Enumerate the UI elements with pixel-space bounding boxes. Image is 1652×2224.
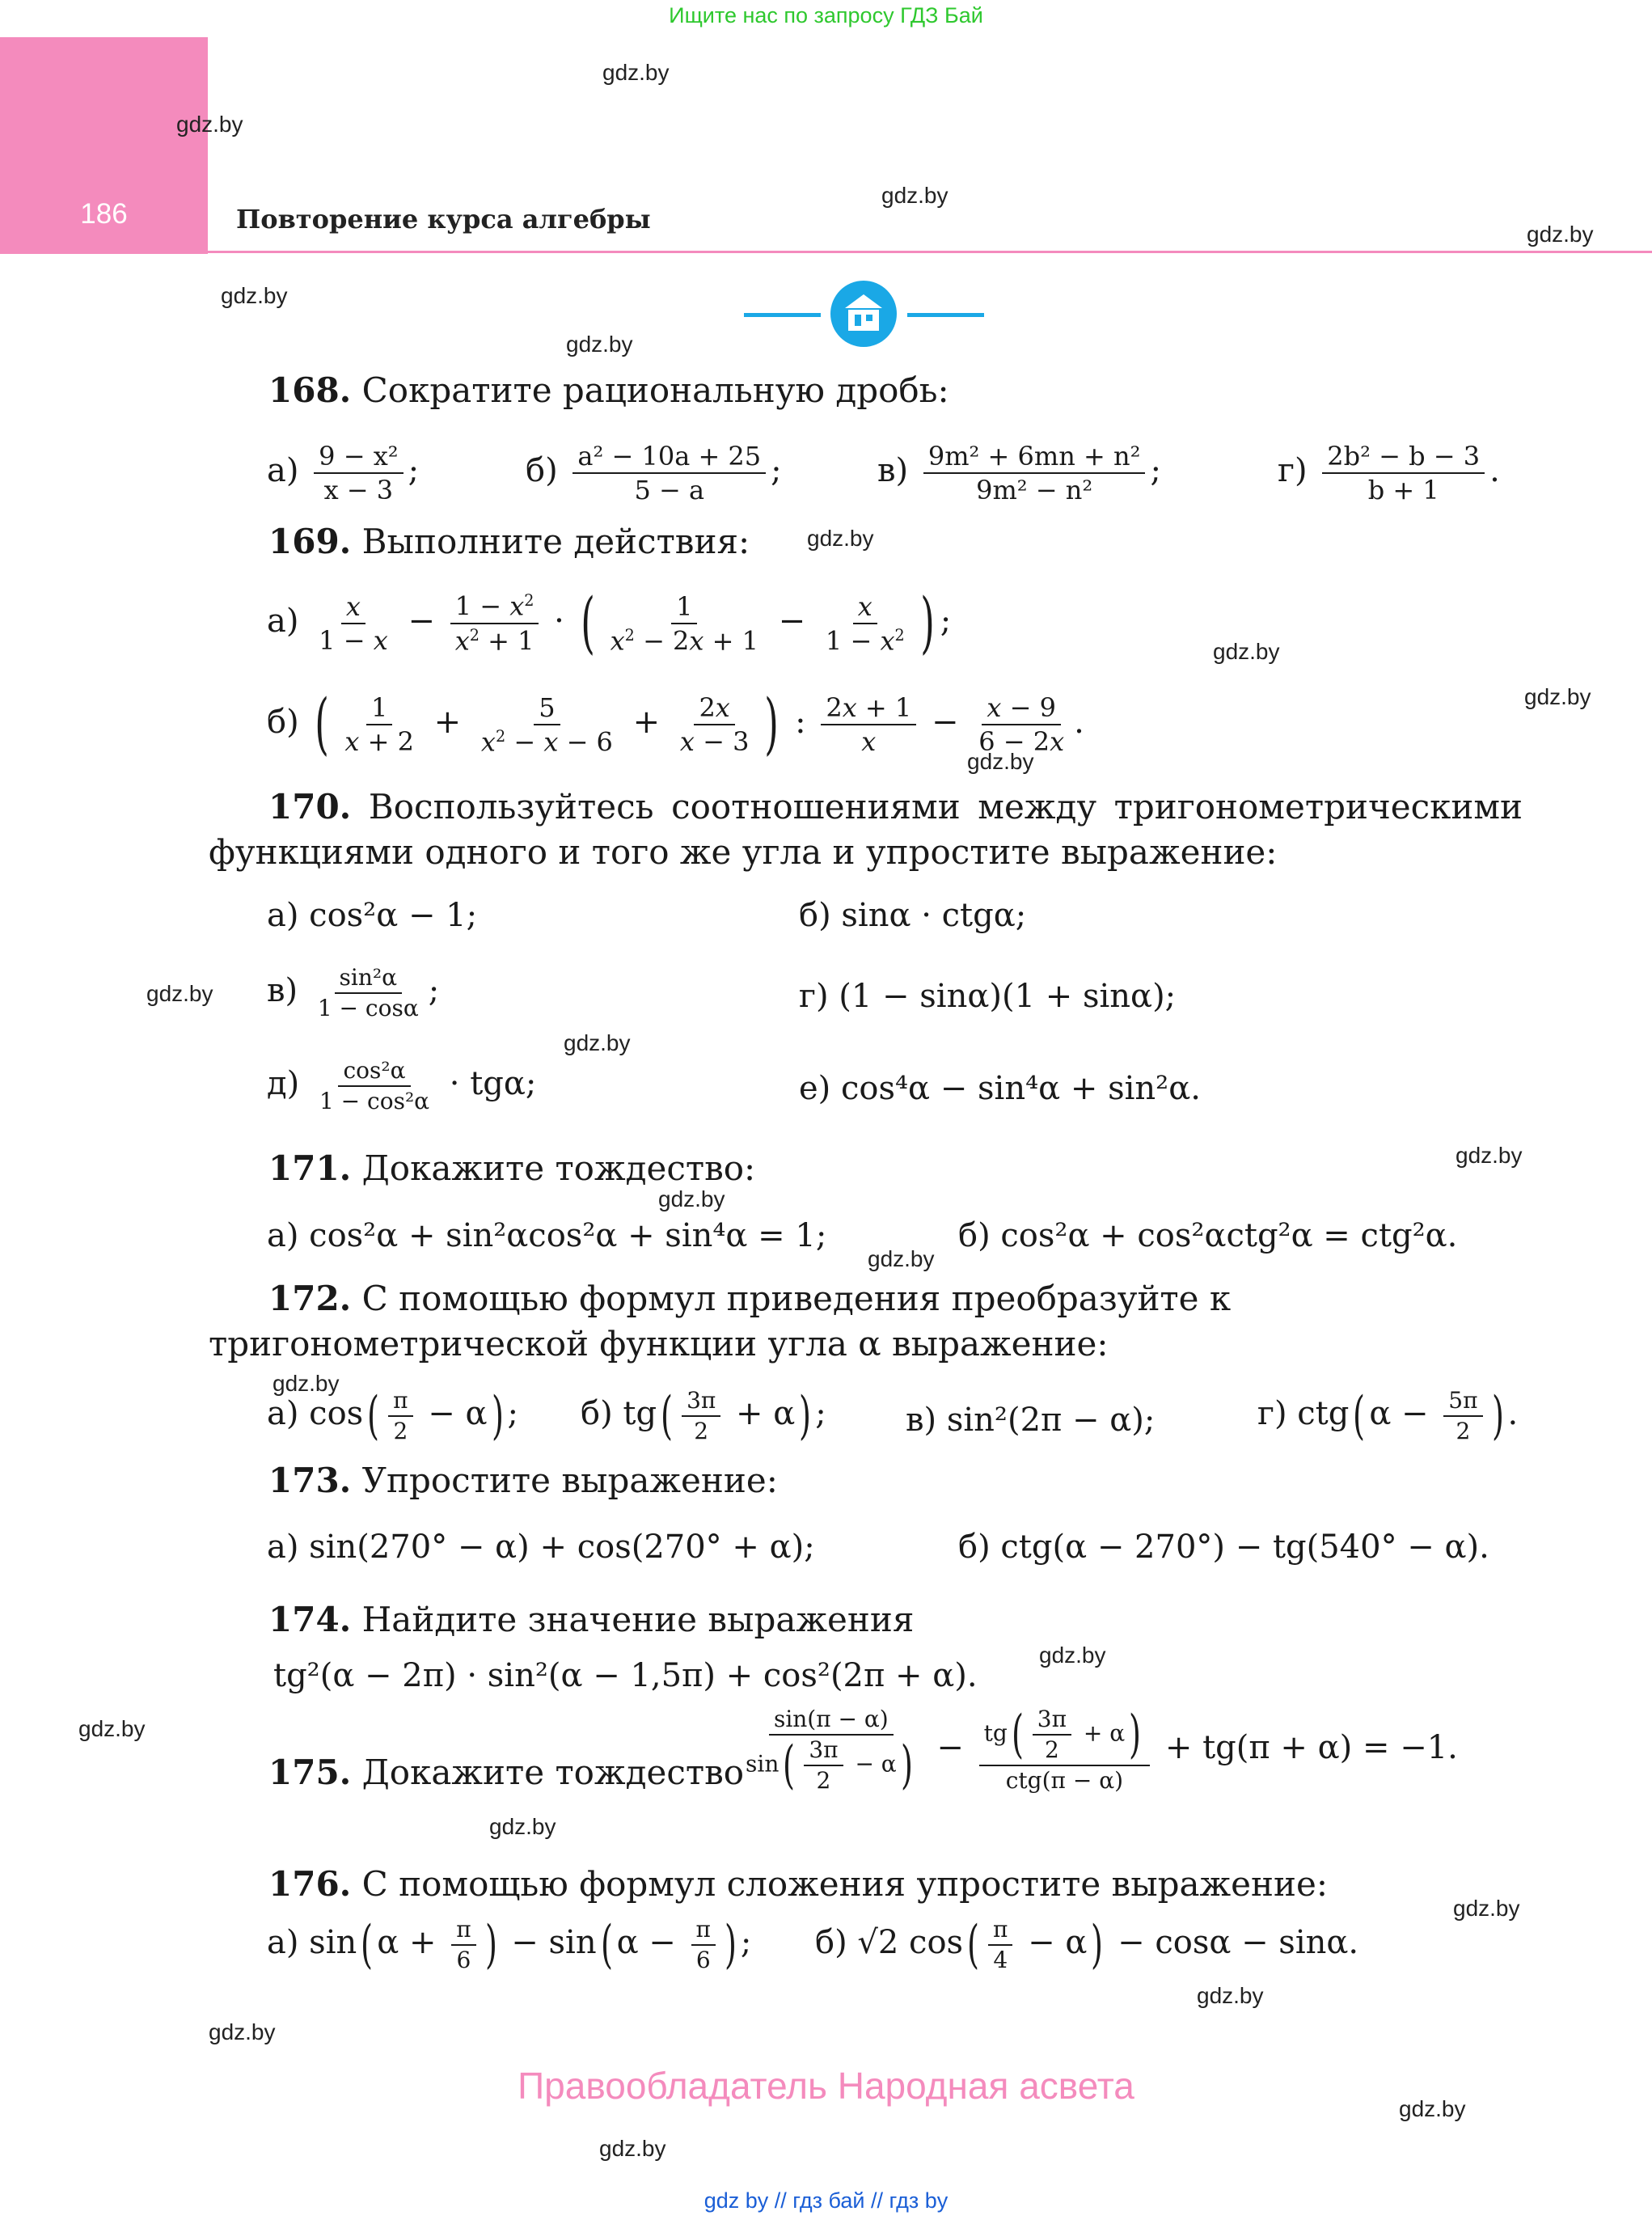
- header-rule: [208, 251, 1652, 253]
- item-label: а): [267, 603, 299, 640]
- task-175-expression: sin(π − α) sin( $\frac{3\pi}{2}$ − α) − tg( $\frac{3\pi}{2}$ + α) ctg(π − α) + tg(π + α) = −1.: [746, 1705, 1458, 1795]
- watermark: gdz.by: [1453, 1896, 1520, 1921]
- watermark: gdz.by: [868, 1246, 935, 1271]
- task-number: 176.: [268, 1864, 352, 1904]
- item-label: в): [267, 972, 298, 1009]
- denominator: 5 − a: [634, 475, 705, 505]
- numerator: 9m² + 6mn + n²: [923, 443, 1146, 474]
- task-number: 170.: [268, 787, 352, 827]
- task-170-heading: [209, 784, 1523, 875]
- numerator: 9 − x²: [314, 443, 403, 474]
- footer-copyright: Правообладатель Народная асвета: [518, 2065, 1134, 2107]
- footer-links[interactable]: gdz by // гдз бай // гдз by: [703, 2188, 949, 2213]
- item-tail: · tgα;: [449, 1065, 537, 1102]
- watermark: gdz.by: [1039, 1643, 1106, 1668]
- task-175-heading: [268, 1753, 744, 1792]
- task-171-item-b: б) cos²α + cos²αctg²α = ctg²α.: [958, 1217, 1458, 1254]
- task-172-item-g: г) ctg( α − $\frac{5\pi}{2}$ ) .: [1257, 1386, 1519, 1446]
- task-173-heading: [268, 1461, 778, 1500]
- task-170-item-e: е) cos⁴α − sin⁴α + sin²α.: [799, 1070, 1201, 1107]
- task-text: Найдите значение выражения: [361, 1600, 915, 1639]
- watermark: gdz.by: [1456, 1143, 1523, 1168]
- task-text: Сократите рациональную дробь:: [361, 370, 949, 410]
- numerator: 2b² − b − 3: [1322, 443, 1485, 474]
- watermark: gdz.by: [1527, 222, 1594, 247]
- fraction: [572, 443, 766, 503]
- fraction: [313, 966, 424, 1020]
- page-number: 186: [80, 198, 128, 230]
- task-172-item-a: а) cos( $\frac{\pi}{2}$ − α) ;: [267, 1386, 518, 1446]
- top-banner[interactable]: Ищите нас по запросу ГДЗ Бай: [669, 3, 983, 27]
- task-168-heading: [268, 370, 949, 410]
- task-170-item-d: [267, 1059, 536, 1113]
- task-171-item-a: а) cos²α + sin²αcos²α + sin⁴α = 1;: [267, 1217, 827, 1254]
- watermark: gdz.by: [807, 526, 874, 551]
- watermark: gdz.by: [1399, 2096, 1466, 2121]
- watermark: gdz.by: [564, 1030, 631, 1055]
- task-169-item-b: б) ( $\frac{1}{x + 2}$ + $\frac{5}{x^2 - x - 6}$ + $\frac{2x}{x - 3}$ ) : $\frac{2x + 1}{x}$ − $\frac{x - 9}{6 - 2x}$ .: [267, 686, 1084, 763]
- home-divider-right: [907, 313, 984, 317]
- task-173-item-a: а) sin(270° − α) + cos(270° + α);: [267, 1528, 815, 1566]
- task-169-item-a: а) $\frac{x}{1 - x}$ − $\frac{1 - x^2}{x^2 + 1}$ · ( $\frac{1}{x^2 - 2x + 1}$ − $\frac{x}{1 - x^2}$ ) ;: [267, 585, 952, 662]
- watermark: gdz.by: [209, 2019, 276, 2044]
- denominator: b + 1: [1367, 475, 1439, 505]
- item-label: г): [1278, 452, 1308, 489]
- task-168-items: а) $\frac{\text{9 − x²}}{x - 3}$ ;: [267, 441, 420, 505]
- watermark: gdz.by: [176, 112, 243, 137]
- watermark: gdz.by: [146, 981, 213, 1006]
- fraction: [314, 443, 403, 503]
- watermark: gdz.by: [221, 283, 288, 308]
- task-number: 175.: [268, 1753, 352, 1792]
- denominator: x − 3: [323, 475, 394, 505]
- watermark: gdz.by: [1524, 684, 1591, 709]
- task-170-item-g: г) (1 − sinα)(1 + sinα);: [799, 978, 1177, 1015]
- fraction: [315, 1059, 434, 1113]
- watermark: gdz.by: [599, 2136, 666, 2161]
- watermark: gdz.by: [967, 749, 1034, 774]
- watermark: gdz.by: [602, 60, 670, 85]
- watermark: gdz.by: [273, 1371, 340, 1396]
- item-label: а): [267, 1924, 299, 1961]
- task-174-expression: tg²(α − 2π) · sin²(α − 1,5π) + cos²(2π + α).: [273, 1657, 978, 1694]
- task-176-item-a: а) sin( α + $\frac{\pi}{6}$ ) − sin( α − $\frac{\pi}{6}$ ) ;: [267, 1915, 752, 1975]
- item-label: а): [267, 452, 299, 489]
- watermark: gdz.by: [489, 1814, 556, 1839]
- watermark: gdz.by: [78, 1716, 146, 1741]
- item-label: в): [877, 452, 909, 489]
- task-168-item-b: б) $\frac{\text{a² − 10a + 25}}{5 - a}$ ;: [526, 441, 782, 505]
- task-169-heading: [268, 522, 750, 561]
- item-tail: − cosα − sinα.: [1118, 1924, 1359, 1961]
- task-172-heading: [209, 1276, 1523, 1367]
- watermark: gdz.by: [566, 332, 633, 357]
- numerator: cos²α: [338, 1059, 410, 1087]
- expression-tail: + tg(π + α) = −1.: [1164, 1729, 1458, 1766]
- task-number: 168.: [268, 370, 352, 410]
- fraction: [923, 443, 1146, 503]
- item-label: г): [1257, 1395, 1287, 1432]
- task-number: 173.: [268, 1461, 352, 1500]
- item-label: б): [815, 1924, 847, 1961]
- watermark: gdz.by: [658, 1186, 725, 1211]
- watermark: gdz.by: [1213, 639, 1280, 664]
- task-number: 169.: [268, 522, 352, 561]
- denominator: 1 − cosα: [317, 995, 419, 1021]
- running-head: Повторение курса алгебры: [236, 204, 651, 235]
- item-label: д): [267, 1065, 300, 1102]
- item-label: б): [267, 704, 299, 741]
- denominator: 9m² − n²: [976, 475, 1093, 505]
- task-172-item-b: б) tg( $\frac{3\pi}{2}$ + α) ;: [581, 1386, 826, 1446]
- task-168-item-v: в) $\frac{\text{9m² + 6mn + n²}}{\text{9m² − n²}}$ ;: [877, 441, 1161, 505]
- task-text: С помощью формул приведения преобразуйте к тригонометрической функции угла α выражение:: [209, 1279, 1232, 1364]
- task-text: С помощью формул сложения упростите выражение:: [361, 1864, 1329, 1904]
- item-label: а): [267, 1395, 299, 1432]
- watermark: gdz.by: [881, 183, 949, 208]
- task-number: 174.: [268, 1600, 352, 1639]
- task-170-item-v: в) $\frac{\text{sin²α}}{1 - \cos\alpha}$ ;: [267, 964, 440, 1021]
- fraction: [1322, 443, 1485, 503]
- numerator: sin²α: [335, 966, 403, 994]
- task-168-item-g: г) $\frac{\text{2b² − b − 3}}{b + 1}$ .: [1278, 441, 1500, 505]
- task-text: Докажите тождество: [361, 1753, 745, 1792]
- denominator: 1 − cos²α: [319, 1088, 430, 1114]
- task-number: 171.: [268, 1148, 352, 1188]
- task-176-item-b: б) √2 cos( $\frac{\pi}{4}$ − α) − cosα − sinα.: [815, 1915, 1359, 1975]
- task-text: Докажите тождество:: [361, 1148, 756, 1188]
- item-label: б): [581, 1395, 613, 1432]
- item-label: б): [526, 452, 558, 489]
- home-divider-left: [744, 313, 821, 317]
- watermark: gdz.by: [1197, 1983, 1264, 2008]
- task-170-item-a: а) cos²α − 1;: [267, 897, 478, 934]
- task-171-heading: [268, 1148, 755, 1188]
- task-text: Упростите выражение:: [361, 1461, 778, 1500]
- task-176-heading: [268, 1864, 1328, 1904]
- task-173-item-b: б) ctg(α − 270°) − tg(540° − α).: [958, 1528, 1489, 1566]
- numerator: a² − 10a + 25: [572, 443, 766, 474]
- task-174-heading: [268, 1600, 914, 1639]
- task-text: Выполните действия:: [361, 522, 750, 561]
- task-170-item-b: б) sinα · ctgα;: [799, 897, 1027, 934]
- task-172-item-v: в) sin²(2π − α);: [906, 1402, 1156, 1439]
- home-icon[interactable]: [830, 281, 897, 347]
- task-number: 172.: [268, 1279, 352, 1318]
- task-text: Воспользуйтесь соотношениями между тригонометрическими функциями одного и того же угла и упростите выражение:: [209, 787, 1523, 872]
